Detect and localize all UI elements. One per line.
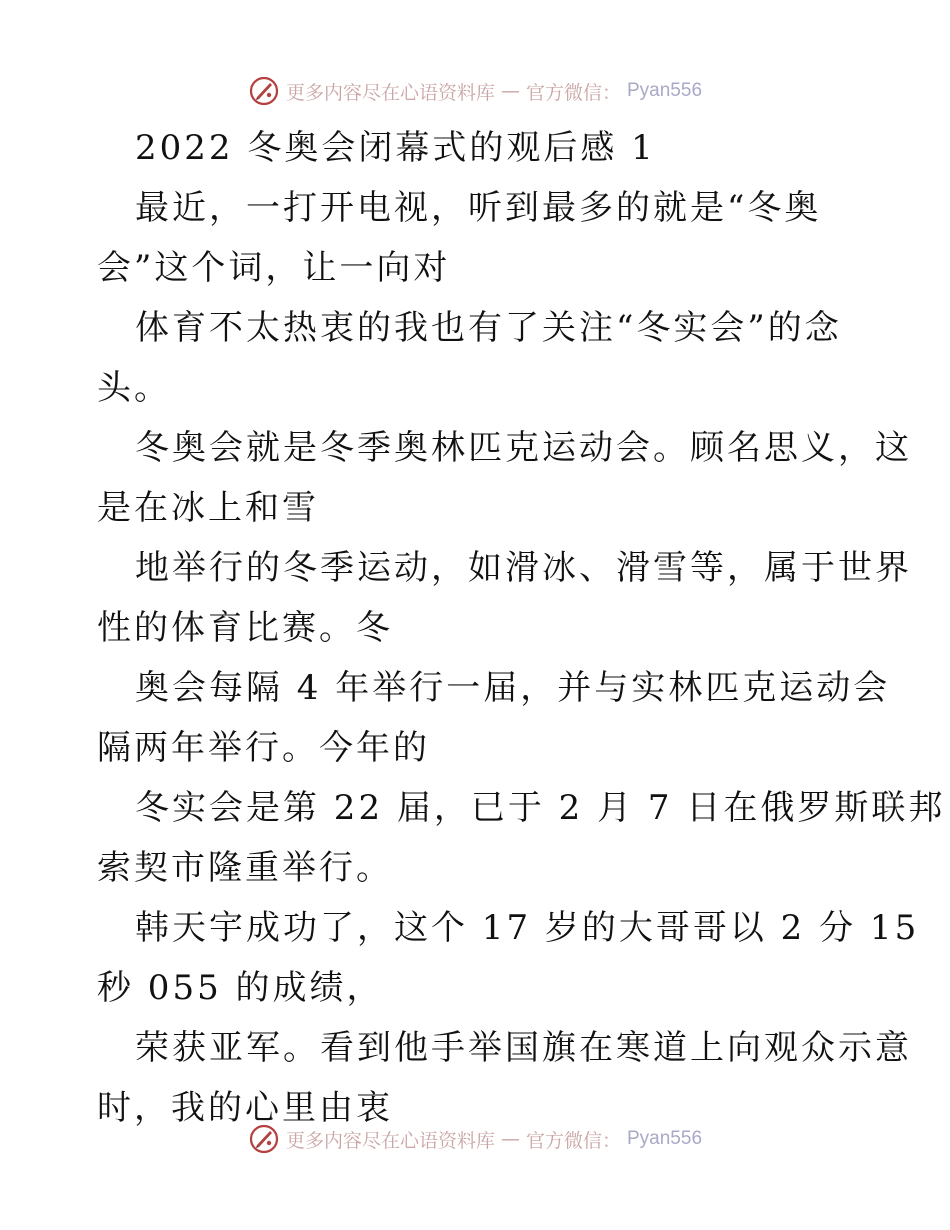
watermark-main-text: 更多内容尽在心语资料库 [285,1129,495,1152]
text-line: 隔两年举行。今年的 [97,728,430,768]
text-line: 冬奥会就是冬季奥林匹克运动会。顾名思义，这 [135,428,912,468]
watermark-footer [0,1119,950,1159]
watermark-wechat-id: Pyan556 [627,1128,703,1149]
text-line: 冬实会是第 22 届，已于 2 月 7 日在俄罗斯联邦 [135,788,946,828]
quill-pen-logo-icon [248,75,280,107]
watermark-header [0,71,950,111]
text-line: 韩天宇成功了，这个 17 岁的大哥哥以 2 分 15 [135,908,920,948]
text-line: 奥会每隔 4 年举行一届，并与实林匹克运动会 [135,668,891,708]
text-line: 荣获亚军。看到他手举国旗在寒道上向观众示意 [135,1028,912,1068]
text-line: 是在冰上和雪 [97,488,319,528]
text-line: 性的体育比赛。冬 [97,608,393,648]
watermark-dash: — [500,1128,520,1150]
text-line: 秒 055 的成绩， [97,968,384,1008]
text-line: 地举行的冬季运动，如滑冰、滑雪等，属于世界 [135,548,912,588]
watermark-dash: — [500,80,520,102]
text-line: 索契市隆重举行。 [97,848,393,888]
document-title: 2022 冬奥会闭幕式的观后感 1 [135,128,656,168]
text-line: 时，我的心里由衷 [97,1088,393,1128]
text-line: 最近，一打开电视，听到最多的就是“冬奥 [135,188,822,228]
document-body [97,118,946,1138]
watermark-wechat-label: 官方微信： [525,1129,621,1152]
quill-pen-logo-icon [248,1123,280,1155]
text-line: 体育不太热衷的我也有了关注“冬实会”的念 [135,308,842,348]
text-line: 会”这个词，让一向对 [97,248,451,288]
watermark-wechat-label: 官方微信： [525,81,621,104]
watermark-wechat-id: Pyan556 [627,80,703,101]
text-line: 头。 [97,368,171,408]
watermark-main-text: 更多内容尽在心语资料库 [285,81,495,104]
